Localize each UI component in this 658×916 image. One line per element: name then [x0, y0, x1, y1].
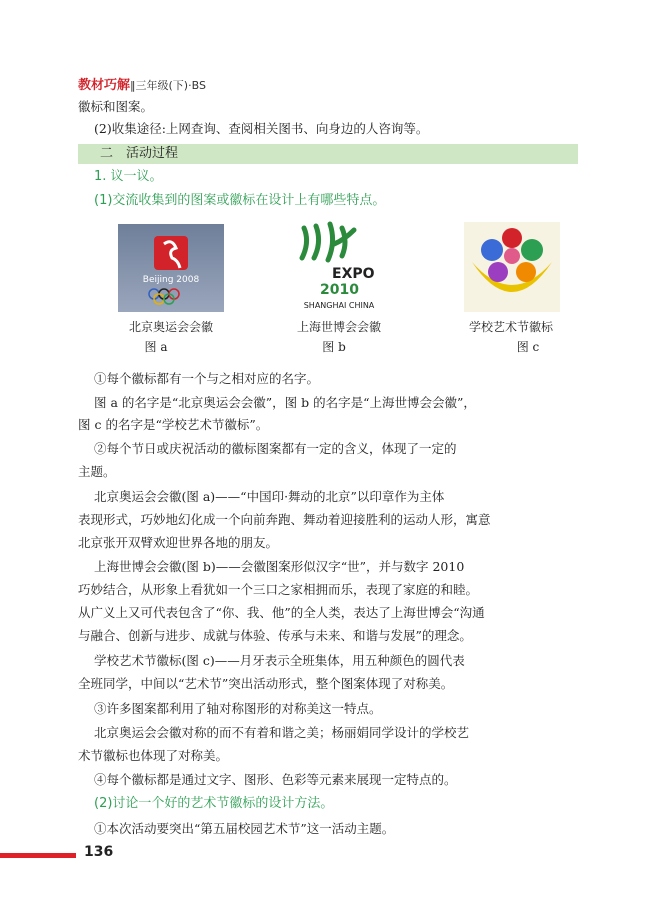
text-line: 全班同学，中间以“艺术节”突出活动形式，整个图案体现了对称美。: [78, 676, 454, 691]
section-title: 二 活动过程: [100, 146, 179, 161]
text-line: ③许多图案都利用了轴对称图形的对称美这一特点。: [94, 701, 382, 716]
page-number: 136: [84, 844, 114, 860]
text-line: ④每个徽标都是通过文字、图形、色彩等元素来展现一定特点的。: [94, 772, 457, 787]
figure-label: 图 a: [144, 340, 168, 354]
page-accent-bar: [0, 853, 76, 858]
text-line: 表现形式，巧妙地幻化成一个向前奔跑、舞动着迎接胜利的运动人形，寓意: [78, 512, 491, 527]
text-line: 北京张开双臂欢迎世界各地的朋友。: [78, 535, 279, 550]
subheading: 1. 议一议。: [94, 169, 163, 184]
text-line: ①每个徽标都有一个与之相对应的名字。: [94, 371, 320, 386]
figure-label: 图 b: [322, 340, 346, 354]
running-header: [78, 74, 206, 93]
subheading: (2)讨论一个好的艺术节徽标的设计方法。: [94, 796, 334, 811]
figure-caption: 北京奥运会会徽: [128, 320, 213, 334]
text-line: 术节徽标也体现了对称美。: [78, 748, 229, 763]
subheading: (1)交流收集到的图案或徽标在设计上有哪些特点。: [94, 193, 386, 208]
school-art-festival-logo: [464, 222, 560, 312]
logo-sub-text: SHANGHAI CHINA: [303, 301, 375, 310]
logo-text: Beijing 2008: [142, 275, 200, 285]
logo-year-text: 2010: [320, 282, 359, 298]
text-line: 图 a 的名字是“北京奥运会会徽”，图 b 的名字是“上海世博会会徽”，: [94, 395, 476, 410]
text-line: 上海世博会会徽(图 b)——会徽图案形似汉字“世”，并与数字 2010: [94, 559, 465, 574]
text-line: 与融合、创新与进步、成就与体验、传承与未来、和谐与发展”的理念。: [78, 628, 472, 643]
text-line: 学校艺术节徽标(图 c)——月牙表示全班集体，用五种颜色的圆代表: [94, 653, 465, 668]
logo-expo-text: EXPO: [332, 266, 375, 282]
text-line: ②每个节日或庆祝活动的徽标图案都有一定的含义，体现了一定的: [94, 441, 457, 456]
text-line: 主题。: [78, 464, 116, 479]
text-line: 徽标和图案。: [78, 99, 154, 114]
text-line: 从广义上又可代表包含了“你、我、他”的全人类，表达了上海世博会“沟通: [78, 605, 485, 620]
beijing-olympics-logo: [118, 224, 224, 312]
text-line: (2)收集途径:上网查询、查阅相关图书、向身边的人咨询等。: [94, 121, 429, 136]
text-line: 巧妙结合，从形象上看犹如一个三口之家相拥而乐，表现了家庭的和睦。: [78, 582, 479, 597]
figure-caption: 学校艺术节徽标: [468, 320, 553, 334]
figure-label: 图 c: [516, 340, 540, 354]
text-line: 北京奥运会会徽(图 a)——“中国印·舞动的北京”以印章作为主体: [94, 489, 445, 504]
section-heading: [78, 144, 578, 164]
text-line: 北京奥运会会徽对称的而不有着和谐之美；杨丽娟同学设计的学校艺: [94, 725, 470, 740]
figure-caption: 上海世博会会徽: [296, 320, 381, 334]
text-line: ①本次活动要突出“第五届校园艺术节”这一活动主题。: [94, 821, 395, 836]
shanghai-expo-logo: [290, 220, 388, 312]
book-title: 教材巧解: [78, 78, 131, 93]
text-line: 图 c 的名字是“学校艺术节徽标”。: [78, 417, 269, 432]
book-subtitle: ‖三年级(下)·BS: [130, 79, 206, 92]
